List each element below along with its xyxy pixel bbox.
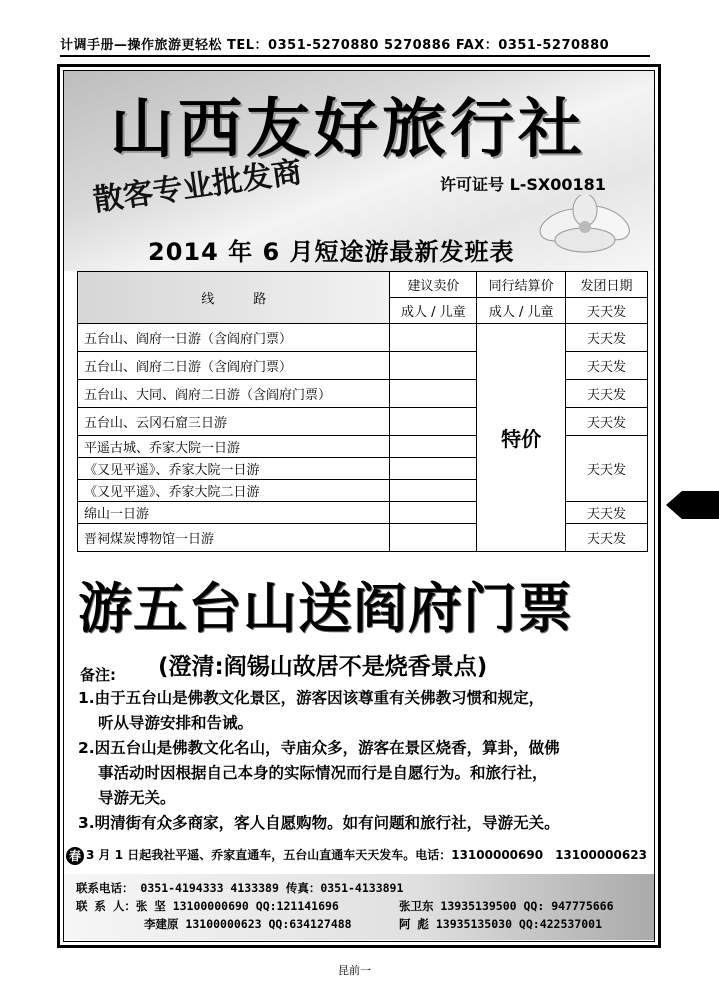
note-line: 听从导游安排和告诫。 <box>98 714 254 732</box>
table-cell-suggest <box>390 458 477 480</box>
subheader-suggest: 成人 / 儿童 <box>390 298 477 324</box>
table-row-route: 晋祠煤炭博物馆一日游 <box>78 524 390 552</box>
header-route: 线 路 <box>78 272 390 324</box>
contact-phone: 联系电话： 0351-4194333 4133389 传真：0351-4133891 <box>76 881 404 895</box>
subheader-departure: 天天发 <box>566 298 648 324</box>
table-cell-suggest <box>390 380 477 408</box>
table-cell-suggest <box>390 352 477 380</box>
table-row-departure: 天天发 <box>566 436 648 502</box>
contact-person: 李建原 13100000623 QQ:634127488 <box>144 917 352 931</box>
notes-list <box>78 686 648 836</box>
page-footer: 昆前一 <box>338 964 371 977</box>
header-suggest-price: 建议卖价 <box>390 272 477 298</box>
contact-person: 联 系 人：张 坚 13100000690 QQ:121141696 <box>76 899 339 913</box>
table-row-route: 《又见平遥》、乔家大院二日游 <box>78 480 390 502</box>
table-cell-suggest <box>390 524 477 552</box>
header-departure: 发团日期 <box>566 272 648 298</box>
contact-panel <box>64 874 654 940</box>
table-cell-suggest <box>390 324 477 352</box>
table-row-route: 五台山、阎府一日游（含阎府门票） <box>78 324 390 352</box>
side-tab-marker <box>666 491 719 519</box>
tagline: 散客专业批发商 <box>91 154 304 219</box>
note-line: 2.因五台山是佛教文化名山，寺庙众多，游客在景区烧香，算卦，做佛 <box>78 739 560 757</box>
table-row-departure: 天天发 <box>566 524 648 552</box>
table-row-route: 五台山、阎府二日游（含阎府门票） <box>78 352 390 380</box>
note-line: 1.由于五台山是佛教文化景区，游客因该尊重有关佛教习惯和规定， <box>78 689 545 707</box>
spring-badge-icon: 春 <box>66 847 84 865</box>
schedule-table <box>77 271 648 552</box>
table-row-route: 绵山一日游 <box>78 502 390 524</box>
table-row-route: 五台山、云冈石窟三日游 <box>78 408 390 436</box>
subheader-peer: 成人 / 儿童 <box>477 298 566 324</box>
company-name: 山西友好旅行社 <box>110 92 586 167</box>
clarification: (澄清:阎锡山故居不是烧香景点) <box>158 654 488 680</box>
header-peer-price: 同行结算价 <box>477 272 566 298</box>
table-row-departure: 天天发 <box>566 408 648 436</box>
note-line: 导游无关。 <box>98 789 176 807</box>
table-row-route: 五台山、大同、阎府二日游（含阎府门票） <box>78 380 390 408</box>
notice-text: 3 月 1 日起我社平遥、乔家直通车，五台山直通车天天发车。电话：13100000690 13100000623 <box>86 848 647 862</box>
table-cell-suggest <box>390 436 477 458</box>
table-row-departure: 天天发 <box>566 380 648 408</box>
header-contact-line: 计调手册—操作旅游更轻松 TEL：0351-5270880 5270886 FAX：0351-5270880 <box>60 34 650 57</box>
table-row-route: 《又见平遥》、乔家大院一日游 <box>78 458 390 480</box>
contact-person: 阿 彪 13935135030 QQ:422537001 <box>399 917 603 931</box>
special-price: 特价 <box>477 324 566 552</box>
contact-person: 张卫东 13935139500 QQ: 947775666 <box>399 899 614 913</box>
note-line: 事活动时因根据自己本身的实际情况而行是自愿行为。和旅行社， <box>98 764 548 782</box>
notes-label: 备注: <box>80 666 116 684</box>
schedule-title: 2014 年 6 月短途游最新发班表 <box>148 238 515 266</box>
table-row-departure: 天天发 <box>566 352 648 380</box>
flower-icon <box>535 195 640 265</box>
table-row-departure: 天天发 <box>566 324 648 352</box>
table-row-route: 平遥古城、乔家大院一日游 <box>78 436 390 458</box>
license-number: 许可证号 L-SX00181 <box>440 175 606 194</box>
promo-headline: 游五台山送阎府门票 <box>78 576 573 640</box>
table-cell-suggest <box>390 408 477 436</box>
notice-bar <box>66 846 652 872</box>
table-cell-suggest <box>390 480 477 502</box>
table-row-departure: 天天发 <box>566 502 648 524</box>
table-cell-suggest <box>390 502 477 524</box>
note-line: 3.明清街有众多商家，客人自愿购物。如有问题和旅行社，导游无关。 <box>78 814 560 832</box>
